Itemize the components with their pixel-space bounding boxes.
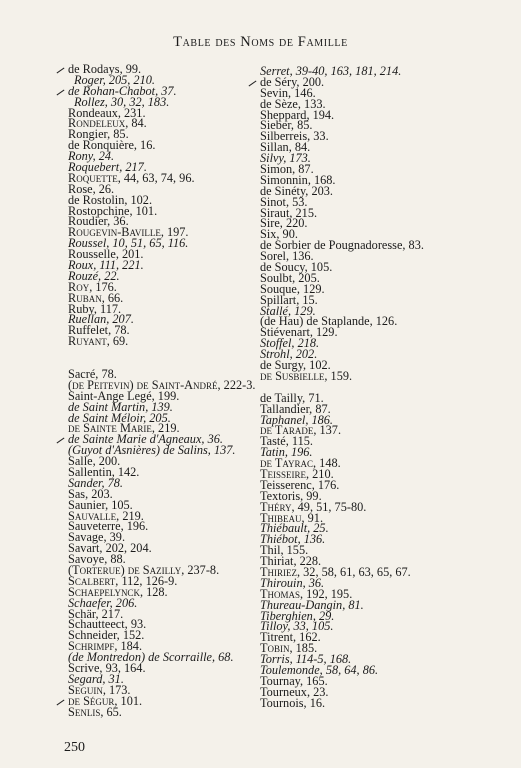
- entry-text: Schautteect, 93.: [68, 617, 147, 632]
- entry-text: Thiébault, 25.: [260, 521, 329, 536]
- entry-text: Titrent, 162.: [260, 630, 321, 645]
- entry-text: Thiébot, 136.: [260, 532, 326, 547]
- entry-text: Seguin, 173.: [68, 682, 131, 697]
- index-entry: [68, 704, 278, 719]
- entry-text: Tournois, 16.: [260, 695, 326, 710]
- entry-text: Schär, 217.: [68, 606, 124, 621]
- entry-text: Six, 90.: [260, 227, 298, 242]
- entry-text: Rongier, 85.: [68, 127, 129, 142]
- entry-text: Sauvalle, 219.: [68, 508, 144, 523]
- entry-text: Rollez, 30, 32, 183.: [74, 94, 170, 109]
- entry-text: de Saint Martin, 139.: [68, 399, 173, 414]
- pencil-tick-mark: [57, 89, 65, 95]
- entry-text: Sallentin, 142.: [68, 464, 140, 479]
- entry-text: Rousselle, 201.: [68, 247, 144, 262]
- entry-text: Rondeleux, 84.: [68, 116, 147, 131]
- entry-text: de Sorbier de Pougnadoresse, 83.: [260, 238, 424, 253]
- entry-text: Serret, 39-40, 163, 181, 214.: [260, 64, 402, 78]
- page-number: 250: [64, 740, 85, 755]
- entry-text: Sheppard, 194.: [260, 107, 335, 122]
- entry-text: Simon, 87.: [260, 162, 314, 177]
- entry-text: Rony, 24.: [68, 149, 115, 164]
- entry-text: (de Peitevin) de Saint-André, 222-3.: [68, 377, 256, 392]
- entry-text: Strohl, 202.: [260, 347, 318, 362]
- entry-text: Tallandier, 87.: [260, 401, 331, 416]
- entry-text: de Soucy, 105.: [260, 260, 333, 275]
- entry-text: Schaefer, 206.: [68, 595, 138, 610]
- entry-text: Rouzé, 22.: [68, 268, 120, 283]
- entry-text: Thirouin, 36.: [260, 575, 325, 590]
- entry-text: Roux, 111, 221.: [68, 258, 144, 273]
- entry-text: Roger, 205, 210.: [74, 72, 155, 87]
- entry-text: Ruban, 66.: [68, 290, 124, 305]
- entry-text: Silvy, 173.: [260, 151, 311, 166]
- entry-text: Rose, 26.: [68, 181, 115, 196]
- entry-text: Thomas, 192, 195.: [260, 586, 353, 601]
- entry-text: Sorel, 136.: [260, 249, 314, 264]
- right-column: [260, 66, 470, 709]
- entry-text: Salle, 200.: [68, 454, 121, 469]
- entry-text: Souque, 129.: [260, 281, 325, 296]
- entry-text: Sas, 203.: [68, 486, 113, 501]
- entry-text: de Tailly, 71.: [260, 390, 324, 405]
- entry-text: Sander, 78.: [68, 475, 123, 490]
- entry-text: de Rostolin, 102.: [68, 192, 153, 207]
- entry-text: (de Montredon) de Scorraille, 68.: [68, 650, 234, 665]
- entry-text: de Sainte Marie, 219.: [68, 421, 180, 436]
- entry-text: Saunier, 105.: [68, 497, 133, 512]
- entry-text: Torris, 114-5, 168.: [260, 652, 352, 667]
- entry-text: Roquette, 44, 63, 74, 96.: [68, 170, 195, 185]
- entry-text: Rostopchine, 101.: [68, 203, 158, 218]
- entry-text: de Tayrac, 148.: [260, 456, 341, 471]
- entry-text: Sacré, 78.: [68, 366, 117, 381]
- blank-line: [68, 347, 278, 358]
- entry-text: Sieber, 85.: [260, 118, 313, 133]
- entry-text: de Tarade, 137.: [260, 423, 342, 438]
- entry-text: Toulemonde, 58, 64, 86.: [260, 662, 379, 677]
- entry-text: Roquebert, 217.: [68, 160, 147, 175]
- entry-text: Thureau-Dangin, 81.: [260, 597, 364, 612]
- entry-text: de Séry, 200.: [260, 74, 325, 89]
- entry-text: Rougevin-Baville, 197.: [68, 225, 189, 240]
- entry-text: Roy, 176.: [68, 279, 117, 294]
- entry-text: Tobin, 185.: [260, 641, 318, 656]
- index-entry: [260, 368, 470, 383]
- entry-text: Sevin, 146.: [260, 85, 316, 100]
- entry-text: Thiriat, 228.: [260, 554, 322, 569]
- pencil-tick-mark: [57, 438, 65, 444]
- entry-text: Rondeaux, 231.: [68, 105, 146, 120]
- entry-text: Tilloy, 33, 105.: [260, 619, 334, 634]
- entry-text: Siraut, 215.: [260, 205, 318, 220]
- entry-text: Ruffelet, 78.: [68, 323, 130, 338]
- entry-text: de Sainte Marie d'Agneaux, 36.: [68, 432, 223, 447]
- entry-text: Sauveterre, 196.: [68, 519, 149, 534]
- entry-text: de Saint Méloir, 205.: [68, 410, 171, 425]
- entry-text: Roussel, 10, 51, 65, 116.: [68, 236, 189, 251]
- entry-text: Scrive, 93, 164.: [68, 660, 146, 675]
- entry-text: Saint-Ange Legé, 199.: [68, 388, 180, 403]
- entry-text: Tiberghien, 29.: [260, 608, 335, 623]
- entry-text: Roudier, 36.: [68, 214, 129, 229]
- entry-text: Thil, 155.: [260, 543, 309, 558]
- entry-text: de Ségur, 101.: [68, 693, 143, 708]
- entry-text: Tatin, 196.: [260, 445, 313, 460]
- entry-text: Thiriez, 32, 58, 61, 63, 65, 67.: [260, 564, 411, 579]
- entry-text: Textoris, 99.: [260, 488, 322, 503]
- entry-text: Ruellan, 207.: [68, 312, 134, 327]
- entry-text: Tourneux, 23.: [260, 684, 329, 699]
- pencil-tick-mark: [57, 68, 65, 74]
- entry-text: Schrimpf, 184.: [68, 639, 143, 654]
- entry-text: Schaepelynck, 128.: [68, 584, 168, 599]
- entry-text: de Rohan-Chabot, 37.: [68, 83, 177, 98]
- entry-text: (Torterue) de Sazilly, 237-8.: [68, 562, 220, 577]
- entry-text: Stoffel, 218.: [260, 336, 320, 351]
- entry-text: de Susbielle, 159.: [260, 368, 353, 383]
- entry-text: Stallé, 129.: [260, 303, 316, 318]
- entry-text: Tasté, 115.: [260, 434, 313, 449]
- entry-text: Stiévenart, 129.: [260, 325, 338, 340]
- entry-text: de Surgy, 102.: [260, 358, 331, 373]
- index-entry: [260, 695, 470, 710]
- entry-text: (Guyot d'Asnières) de Salins, 137.: [68, 443, 236, 458]
- entry-text: Théry, 49, 51, 75-80.: [260, 499, 367, 514]
- entry-text: de Rodays, 99.: [68, 62, 142, 76]
- entry-text: Scalbert, 112, 126-9.: [68, 573, 178, 588]
- entry-text: Tournay, 165.: [260, 673, 328, 688]
- entry-text: de Sinéty, 203.: [260, 183, 333, 198]
- entry-text: Thibeau, 91.: [260, 510, 324, 525]
- entry-text: Teisserenc, 176.: [260, 477, 340, 492]
- entry-text: Silberreis, 33.: [260, 129, 329, 144]
- entry-text: Schneider, 152.: [68, 628, 145, 643]
- entry-text: Sire, 220.: [260, 216, 308, 231]
- entry-text: Sillan, 84.: [260, 140, 311, 155]
- entry-text: Senlis, 65.: [68, 704, 122, 719]
- entry-text: Soulbt, 205.: [260, 270, 320, 285]
- entry-text: (de Hau) de Staplande, 126.: [260, 314, 398, 329]
- entry-text: Ruyant, 69.: [68, 334, 129, 349]
- left-column: [68, 64, 278, 717]
- entry-text: Savoye, 88.: [68, 552, 126, 567]
- entry-text: Savage, 39.: [68, 530, 126, 545]
- entry-text: Savart, 202, 204.: [68, 541, 152, 556]
- index-entry: [68, 336, 278, 347]
- entry-text: Taphanel, 186.: [260, 412, 333, 427]
- page-header: Table des Noms de Famille: [173, 34, 348, 50]
- pencil-tick-mark: [57, 699, 65, 705]
- entry-text: de Sèze, 133.: [260, 96, 326, 111]
- entry-text: Spillart, 15.: [260, 292, 318, 307]
- entry-text: de Ronquière, 16.: [68, 138, 156, 153]
- entry-text: Teisseire, 210.: [260, 466, 334, 481]
- entry-text: Ruby, 117.: [68, 301, 122, 316]
- entry-text: Sinot, 53.: [260, 194, 308, 209]
- entry-text: Segard, 31.: [68, 671, 124, 686]
- entry-text: Simonnin, 168.: [260, 172, 336, 187]
